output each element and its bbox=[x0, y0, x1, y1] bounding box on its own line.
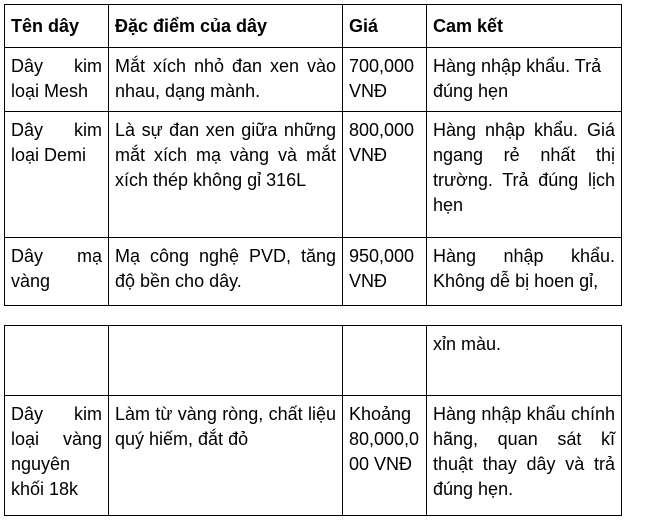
header-cell-features: Đặc điểm của dây bbox=[109, 5, 343, 48]
table-row bbox=[5, 238, 622, 306]
cell-commitment: Hàng nhập khẩu. Giá ngang rẻ nhất thị trường. Trả đúng lịch hẹn bbox=[427, 112, 622, 238]
cell-commitment: Hàng nhập khẩu. Không dễ bị hoen gỉ, bbox=[427, 238, 622, 306]
cell-features: Mắt xích nhỏ đan xen vào nhau, dạng mành. bbox=[109, 48, 343, 112]
cell-empty bbox=[5, 326, 109, 396]
product-table-part-1 bbox=[4, 4, 622, 306]
table-row bbox=[5, 48, 622, 112]
cell-price: 800,000 VNĐ bbox=[343, 112, 427, 238]
header-cell-commitment: Cam kết bbox=[427, 5, 622, 48]
cell-commitment: Hàng nhập khẩu chính hãng, quan sát kĩ thuật thay dây và trả đúng hẹn. bbox=[427, 396, 622, 516]
cell-commitment: Hàng nhập khẩu. Trả đúng hẹn bbox=[427, 48, 622, 112]
product-table-part-2 bbox=[4, 325, 622, 516]
cell-price: 950,000 VNĐ bbox=[343, 238, 427, 306]
cell-name: Dây mạ vàng bbox=[5, 238, 109, 306]
cell-features: Mạ công nghệ PVD, tăng độ bền cho dây. bbox=[109, 238, 343, 306]
header-cell-name: Tên dây bbox=[5, 5, 109, 48]
cell-name: Dây kim loại Mesh bbox=[5, 48, 109, 112]
table-header-row bbox=[5, 5, 622, 48]
cell-empty bbox=[343, 326, 427, 396]
table-row-continuation bbox=[5, 326, 622, 396]
cell-price: Khoảng 80,000,000 VNĐ bbox=[343, 396, 427, 516]
cell-name: Dây kim loại Demi bbox=[5, 112, 109, 238]
table-row bbox=[5, 396, 622, 516]
cell-name: Dây kim loại vàng nguyên khối 18k bbox=[5, 396, 109, 516]
header-cell-price: Giá bbox=[343, 5, 427, 48]
cell-features: Là sự đan xen giữa những mắt xích mạ vàng và mắt xích thép không gỉ 316L bbox=[109, 112, 343, 238]
cell-features: Làm từ vàng ròng, chất liệu quý hiếm, đắt đỏ bbox=[109, 396, 343, 516]
cell-commitment: xỉn màu. bbox=[427, 326, 622, 396]
cell-empty bbox=[109, 326, 343, 396]
table-row bbox=[5, 112, 622, 238]
cell-price: 700,000 VNĐ bbox=[343, 48, 427, 112]
